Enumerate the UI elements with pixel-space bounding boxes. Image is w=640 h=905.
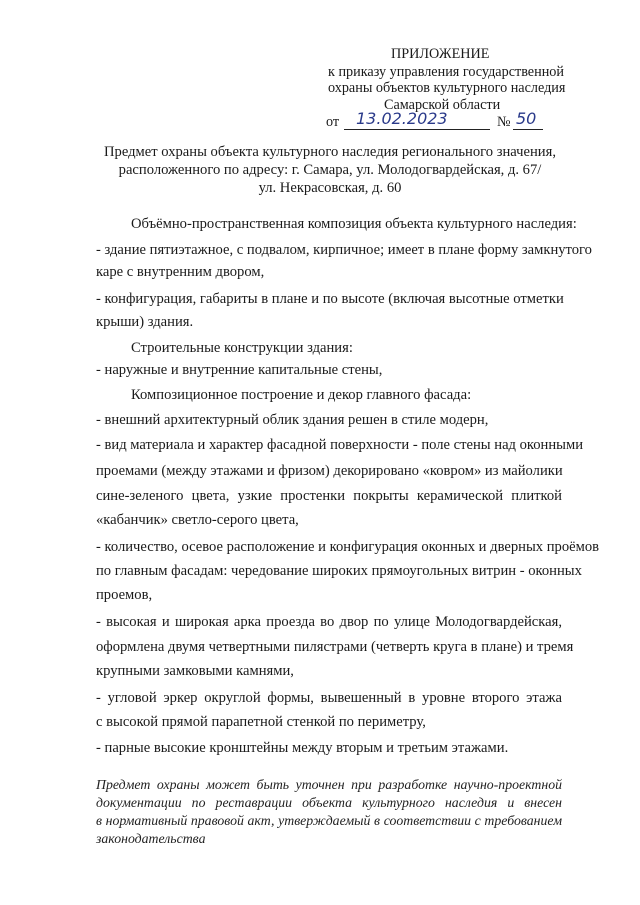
appendix-line-2: охраны объектов культурного наследия (328, 80, 566, 96)
date-prefix: от (326, 114, 340, 130)
s3-item-3-line-2: по главным фасадам: чередование широких прямоугольных витрин - оконных (96, 563, 582, 579)
s3-item-2-line-1: - вид материала и характер фасадной поверхности - поле стены над оконными (96, 437, 584, 453)
s3-item-5-line-2: с высокой прямой парапетной стенкой по периметру, (96, 714, 426, 730)
s3-item-4-line-2: оформлена двумя четвертными пилястрами (четверть круга в плане) и тремя (96, 639, 574, 655)
s3-item-2-line-4: «кабанчик» светло-серого цвета, (96, 512, 299, 528)
date-underline (344, 129, 490, 130)
s1-item-1-line-1: - здание пятиэтажное, с подвалом, кирпичное; имеет в плане форму замкнутого (96, 242, 592, 258)
s3-item-2-line-2: проемами (между этажами и фризом) декорировано «ковром» из майолики (96, 463, 563, 479)
subject-line-3: ул. Некрасовская, д. 60 (258, 180, 402, 196)
s1-item-2-line-1: - конфигурация, габариты в плане и по высоте (включая высотные отметки (96, 291, 564, 307)
s3-item-5-line-1: - угловой эркер округлой формы, вывешенный в уровне второго этажа (96, 690, 562, 706)
s2-item-1: - наружные и внутренние капитальные стены, (96, 362, 383, 378)
subject-line-1: Предмет охраны объекта культурного наследия регионального значения, (104, 144, 556, 160)
s3-item-6: - парные высокие кронштейны между вторым и третьим этажами. (96, 740, 509, 756)
s3-item-3-line-1: - количество, осевое расположение и конфигурация оконных и дверных проёмов (96, 539, 600, 555)
appendix-line-3: Самарской области (384, 97, 501, 113)
s1-item-2-line-2: крыши) здания. (96, 314, 194, 330)
note-line-2: документации по реставрации объекта культурного наследия и внесен (96, 795, 562, 810)
note-line-1: Предмет охраны может быть уточнен при разработке научно-проектной (96, 777, 562, 792)
s1-item-1-line-2: каре с внутренним двором, (96, 264, 265, 280)
subject-line-2: расположенного по адресу: г. Самара, ул. Молодогвардейская, д. 67/ (118, 162, 542, 178)
note-line-4: законодательства (96, 831, 206, 846)
s3-item-2-line-3: сине-зеленого цвета, узкие простенки покрыты керамической плиткой (96, 488, 562, 504)
date-handwritten: 13.02.2023 (356, 109, 448, 128)
number-prefix: № (497, 114, 511, 130)
number-underline (513, 129, 543, 130)
appendix-title: ПРИЛОЖЕНИЕ (391, 46, 490, 62)
note-line-3: в нормативный правовой акт, утверждаемый в соответствии с требованием (96, 813, 562, 828)
section-3-heading: Композиционное построение и декор главного фасада: (131, 387, 472, 403)
s3-item-4-line-1: - высокая и широкая арка проезда во двор по улице Молодогвардейская, (96, 614, 562, 630)
section-1-heading: Объёмно-пространственная композиция объекта культурного наследия: (131, 216, 577, 232)
s3-item-3-line-3: проемов, (96, 587, 153, 603)
section-2-heading: Строительные конструкции здания: (131, 340, 353, 356)
s3-item-4-line-3: крупными замковыми камнями, (96, 663, 294, 679)
number-handwritten: 50 (516, 109, 537, 128)
s3-item-1: - внешний архитектурный облик здания решен в стиле модерн, (96, 412, 489, 428)
appendix-line-1: к приказу управления государственной (328, 64, 564, 80)
